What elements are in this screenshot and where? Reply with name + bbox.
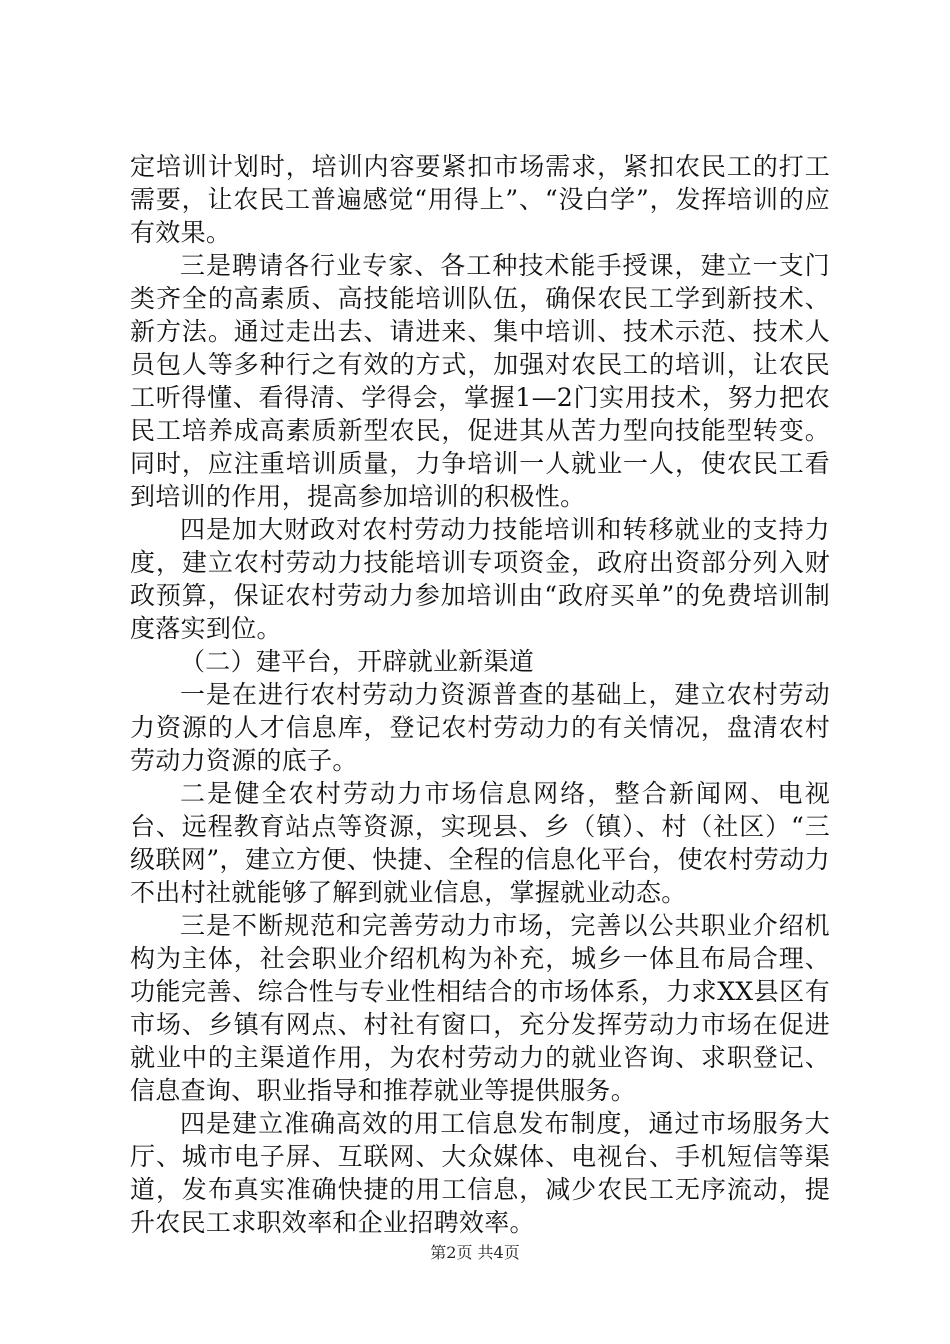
paragraph-continued: 定培训计划时，培训内容要紧扣市场需求，紧扣农民工的打工需要，让农民工普遍感觉“用得上”、“没白学”，发挥培训的应有效果。: [130, 152, 830, 247]
paragraph-item-three-market: 三是不断规范和完善劳动力市场，完善以公共职业介绍机构为主体，社会职业介绍机构为补充，城乡一体且布局合理、功能完善、综合性与专业性相结合的市场体系，力求XX县区有市场、乡镇有网点、村社有窗口，充分发挥劳动力市场在促进就业中的主渠道作用，为农村劳动力的就业咨询、求职登记、信息查询、职业指导和推荐就业等提供服务。: [130, 911, 830, 1105]
document-body: [130, 150, 830, 1239]
paragraph-item-three-experts: 三是聘请各行业专家、各工种技术能手授课，建立一支门类齐全的高素质、高技能培训队伍，确保农民工学到新技术、新方法。通过走出去、请进来、集中培训、技术示范、技术人员包人等多种行之有效的方式，加强对农民工的培训，让农民工听得懂、看得清、学得会，掌握1—2门实用技术，努力把农民工培养成高素质新型农民，促进其从苦力型向技能型转变。同时，应注重培训质量，力争培训一人就业一人，使农民工看到培训的作用，提高参加培训的积极性。: [130, 251, 830, 511]
paragraph-item-four-information: 四是建立准确高效的用工信息发布制度，通过市场服务大厅、城市电子屏、互联网、大众媒体、电视台、手机短信等渠道，发布真实准确快捷的用工信息，减少农民工无序流动，提升农民工求职效率和企业招聘效率。: [130, 1109, 830, 1237]
paragraph-item-one-database: 一是在进行农村劳动力资源普查的基础上，建立农村劳动力资源的人才信息库，登记农村劳动力的有关情况，盘清农村劳动力资源的底子。: [130, 680, 830, 775]
paragraph-item-two-network: 二是健全农村劳动力市场信息网络，整合新闻网、电视台、远程教育站点等资源，实现县、乡（镇）、村（社区）“三级联网”，建立方便、快捷、全程的信息化平台，使农村劳动力不出村社就能够了解到就业信息，掌握就业动态。: [130, 779, 830, 907]
paragraph-item-four-finance: 四是加大财政对农村劳动力技能培训和转移就业的支持力度，建立农村劳动力技能培训专项资金，政府出资部分列入财政预算，保证农村劳动力参加培训由“政府买单”的免费培训制度落实到位。: [130, 515, 830, 643]
section-heading-platform: （二）建平台，开辟就业新渠道: [180, 647, 535, 676]
page-number-footer: 第2页 共4页: [430, 1243, 520, 1262]
